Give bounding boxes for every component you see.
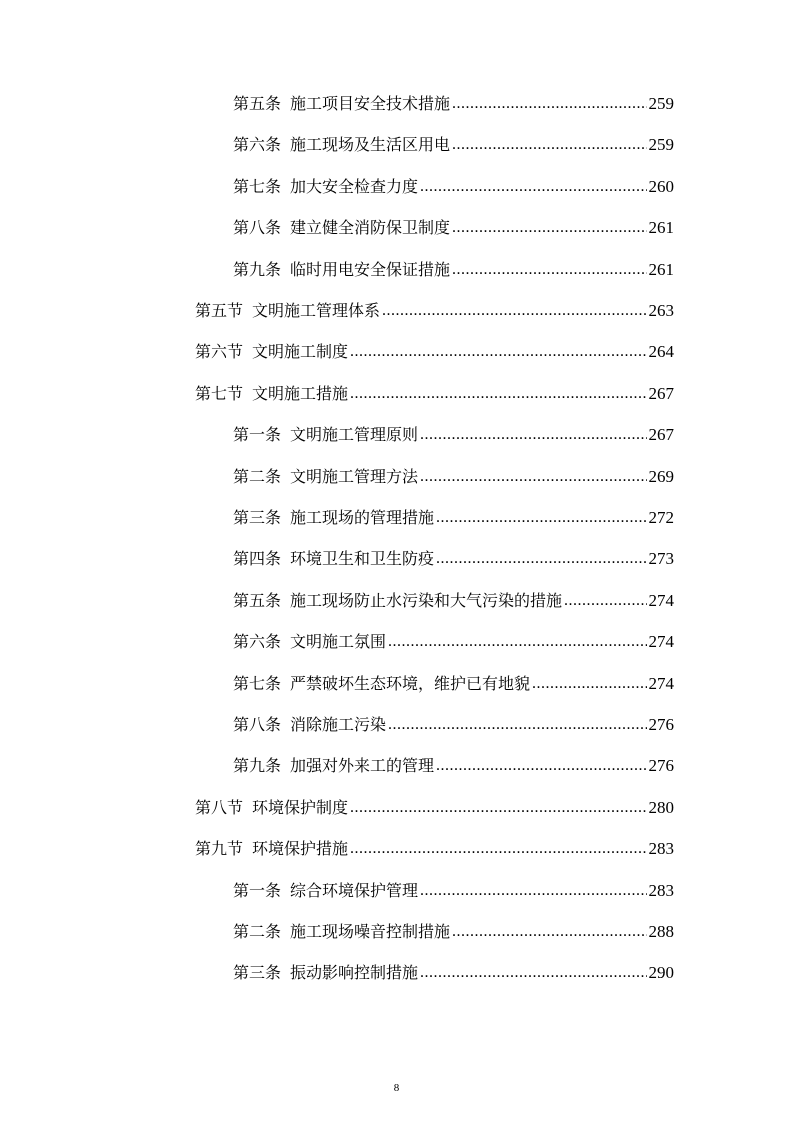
- toc-dot-leader: [452, 922, 646, 942]
- toc-entry-number: 第一条: [233, 880, 282, 900]
- toc-entry[interactable]: [233, 254, 674, 280]
- toc-entry-number: 第一条: [233, 425, 282, 445]
- toc-entry-title: 临时用电安全保证措施: [290, 259, 451, 279]
- toc-dot-leader: [388, 632, 646, 652]
- toc-entry-number: 第七节: [195, 383, 244, 403]
- toc-entry[interactable]: [233, 916, 674, 942]
- toc-entry-page: 283: [648, 880, 674, 900]
- toc-entry-number: 第九条: [233, 259, 282, 279]
- toc-entry[interactable]: [233, 626, 674, 652]
- toc-dot-leader: [452, 94, 646, 114]
- toc-entry-number: 第九节: [195, 839, 244, 859]
- toc-entry[interactable]: [233, 543, 674, 569]
- toc-entry-page: 267: [648, 425, 674, 445]
- toc-entry-title: 施工现场噪音控制措施: [290, 922, 451, 941]
- toc-entry-number: 第三条: [233, 963, 282, 983]
- toc-dot-leader: [452, 218, 646, 238]
- toc-entry-page: 288: [648, 922, 674, 941]
- toc-entry-title: 文明施工管理体系: [252, 301, 381, 320]
- toc-entry-number: 第六条: [233, 632, 282, 652]
- toc-dot-leader: [420, 963, 646, 983]
- toc-entry[interactable]: [195, 336, 674, 362]
- toc-entry-number: 第九条: [233, 756, 282, 776]
- toc-entry-title: 文明施工措施: [252, 383, 349, 403]
- toc-entry-number: 第六条: [233, 135, 282, 155]
- toc-entry-title: 文明施工管理方法: [290, 466, 419, 486]
- toc-entry-title: 文明施工制度: [252, 342, 349, 362]
- toc-entry[interactable]: [233, 419, 674, 445]
- toc-entry[interactable]: [233, 709, 674, 735]
- toc-entry-title: 文明施工管理原则: [290, 425, 419, 445]
- toc-entry-page: 263: [648, 301, 674, 320]
- toc-entry-title: 建立健全消防保卫制度: [290, 218, 451, 238]
- toc-entry-page: 261: [648, 259, 674, 279]
- toc-entry-page: 276: [648, 715, 674, 734]
- toc-entry-title: 综合环境保护管理: [290, 880, 419, 900]
- toc-dot-leader: [436, 508, 646, 528]
- toc-dot-leader: [420, 425, 646, 445]
- toc-dot-leader: [350, 839, 646, 859]
- toc-dot-leader: [420, 881, 646, 901]
- toc-dot-leader: [388, 715, 646, 735]
- toc-entry-title: 施工现场防止水污染和大气污染的措施: [290, 590, 563, 610]
- toc-entry-number: 第八条: [233, 218, 282, 238]
- toc-entry-page: 259: [648, 135, 674, 155]
- toc-entry-title: 施工现场及生活区用电: [290, 135, 451, 155]
- toc-entry[interactable]: [233, 957, 674, 983]
- toc-entry-number: 第二条: [233, 922, 282, 941]
- toc-entry-page: 273: [648, 549, 674, 569]
- toc-entry-page: 290: [648, 963, 674, 983]
- toc-entry-number: 第八节: [195, 797, 244, 817]
- toc-dot-leader: [564, 591, 646, 611]
- toc-entry-page: 260: [648, 176, 674, 196]
- toc-entry-title: 施工现场的管理措施: [290, 508, 435, 527]
- toc-entry-number: 第五节: [195, 301, 244, 320]
- toc-entry[interactable]: [233, 171, 674, 197]
- toc-entry-title: 施工项目安全技术措施: [290, 94, 451, 113]
- toc-dot-leader: [420, 467, 646, 487]
- toc-entry[interactable]: [195, 792, 674, 818]
- toc-entry-page: 272: [648, 508, 674, 527]
- toc-dot-leader: [382, 301, 646, 321]
- toc-entry-page: 274: [648, 590, 674, 610]
- toc-entry-title: 环境卫生和卫生防疫: [290, 549, 435, 569]
- toc-entry[interactable]: [195, 295, 674, 321]
- toc-entry[interactable]: [233, 502, 674, 528]
- toc-dot-leader: [350, 342, 646, 362]
- toc-entry[interactable]: [233, 668, 674, 694]
- toc-entry-number: 第六节: [195, 342, 244, 362]
- toc-entry-number: 第八条: [233, 715, 282, 734]
- toc-entry-title: 严禁破坏生态环境，维护已有地貌: [290, 673, 531, 693]
- toc-entry-page: 269: [648, 466, 674, 486]
- toc-dot-leader: [350, 798, 646, 818]
- toc-entry[interactable]: [233, 212, 674, 238]
- toc-entry[interactable]: [233, 88, 674, 114]
- toc-entry[interactable]: [233, 129, 674, 155]
- toc-entry-page: 264: [648, 342, 674, 362]
- toc-entry-title: 加强对外来工的管理: [290, 756, 435, 776]
- toc-dot-leader: [452, 260, 646, 280]
- toc-entry-page: 259: [648, 94, 674, 113]
- toc-entry-title: 环境保护措施: [252, 839, 349, 859]
- toc-entry[interactable]: [233, 461, 674, 487]
- toc-dot-leader: [436, 549, 646, 569]
- toc-dot-leader: [452, 135, 646, 155]
- toc-entry-page: 274: [648, 632, 674, 652]
- toc-entry-page: 267: [648, 383, 674, 403]
- toc-entry[interactable]: [195, 378, 674, 404]
- toc-entry[interactable]: [233, 875, 674, 901]
- toc-dot-leader: [532, 674, 646, 694]
- toc-entry-page: 261: [648, 218, 674, 238]
- toc-entry-page: 283: [648, 839, 674, 859]
- toc-entry[interactable]: [233, 750, 674, 776]
- toc-entry-title: 加大安全检查力度: [290, 176, 419, 196]
- toc-dot-leader: [350, 384, 646, 404]
- toc-entry-number: 第五条: [233, 94, 282, 113]
- toc-entry-number: 第七条: [233, 673, 282, 693]
- toc-entry[interactable]: [195, 833, 674, 859]
- toc-entry-number: 第四条: [233, 549, 282, 569]
- footer-page-number: 8: [393, 1082, 400, 1094]
- toc-entry-title: 消除施工污染: [290, 715, 387, 734]
- toc-entry-number: 第二条: [233, 466, 282, 486]
- toc-entry-number: 第三条: [233, 508, 282, 527]
- toc-entry-page: 276: [648, 756, 674, 776]
- toc-entry-number: 第五条: [233, 590, 282, 610]
- toc-entry-title: 振动影响控制措施: [290, 963, 419, 983]
- toc-entry-page: 280: [648, 797, 674, 817]
- toc-entry-title: 文明施工氛围: [290, 632, 387, 652]
- toc-entry-page: 274: [648, 673, 674, 693]
- toc-dot-leader: [436, 756, 646, 776]
- toc-entry[interactable]: [233, 585, 674, 611]
- toc-entry-title: 环境保护制度: [252, 797, 349, 817]
- toc-dot-leader: [420, 177, 646, 197]
- toc-entry-number: 第七条: [233, 176, 282, 196]
